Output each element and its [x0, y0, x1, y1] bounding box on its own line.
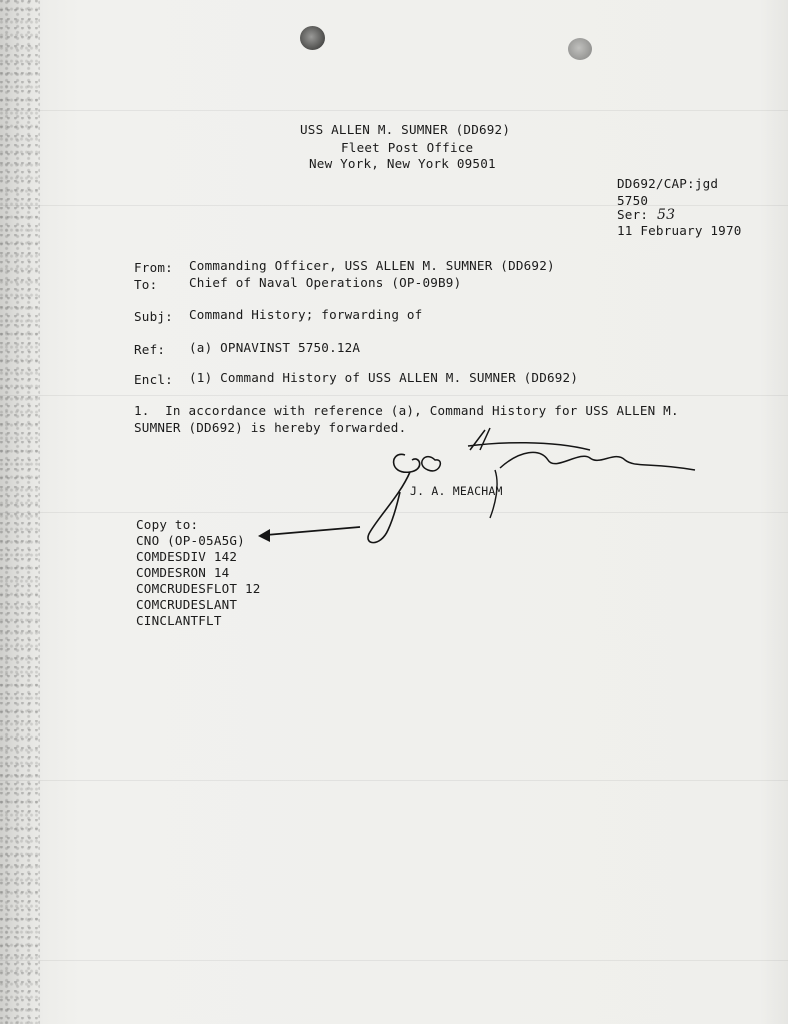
scan-line — [0, 395, 788, 396]
from-value: Commanding Officer, USS ALLEN M. SUMNER (DD692) — [189, 258, 555, 273]
copy-to-label: Copy to: — [136, 517, 199, 532]
copy-to-arrow-annotation — [250, 515, 370, 555]
scan-line — [0, 780, 788, 781]
body-paragraph-line-2: SUMNER (DD692) is hereby forwarded. — [134, 420, 407, 435]
reference-label: Ref: — [134, 342, 166, 357]
from-label: From: — [134, 260, 173, 275]
body-paragraph-line-1: 1. In accordance with reference (a), Command History for USS ALLEN M. — [134, 403, 679, 418]
scan-line — [0, 205, 788, 206]
reference-code: DD692/CAP:jgd — [617, 176, 719, 191]
punch-hole-right — [568, 38, 592, 60]
copy-to-recipient: CINCLANTFLT — [136, 613, 222, 628]
scan-line — [0, 960, 788, 961]
reference-serial-handwritten: 53 — [657, 207, 676, 223]
letterhead-fpo: Fleet Post Office — [341, 140, 474, 155]
letter-date: 11 February 1970 — [617, 223, 742, 238]
copy-to-recipient: COMDESDIV 142 — [136, 549, 238, 564]
punch-hole-left — [300, 26, 325, 50]
reference-serial-label: Ser: — [617, 207, 649, 222]
letterhead-city: New York, New York 09501 — [309, 156, 496, 171]
reference-value: (a) OPNAVINST 5750.12A — [189, 340, 361, 355]
enclosure-label: Encl: — [134, 372, 173, 387]
copy-to-recipient: COMDESRON 14 — [136, 565, 230, 580]
reference-file-number: 5750 — [617, 193, 649, 208]
letterhead-ship-name: USS ALLEN M. SUMNER (DD692) — [300, 122, 511, 137]
copy-to-recipient: CNO (OP-05A5G) — [136, 533, 245, 548]
signer-name: J. A. MEACHAM — [410, 484, 503, 498]
subject-value: Command History; forwarding of — [189, 307, 423, 322]
to-value: Chief of Naval Operations (OP-09B9) — [189, 275, 462, 290]
subject-label: Subj: — [134, 309, 173, 324]
copy-to-recipient: COMCRUDESLANT — [136, 597, 238, 612]
scan-line — [0, 110, 788, 111]
to-label: To: — [134, 277, 158, 292]
copy-to-recipient: COMCRUDESFLOT 12 — [136, 581, 261, 596]
handwritten-signature — [350, 420, 710, 550]
enclosure-value: (1) Command History of USS ALLEN M. SUMNER (DD692) — [189, 370, 579, 385]
